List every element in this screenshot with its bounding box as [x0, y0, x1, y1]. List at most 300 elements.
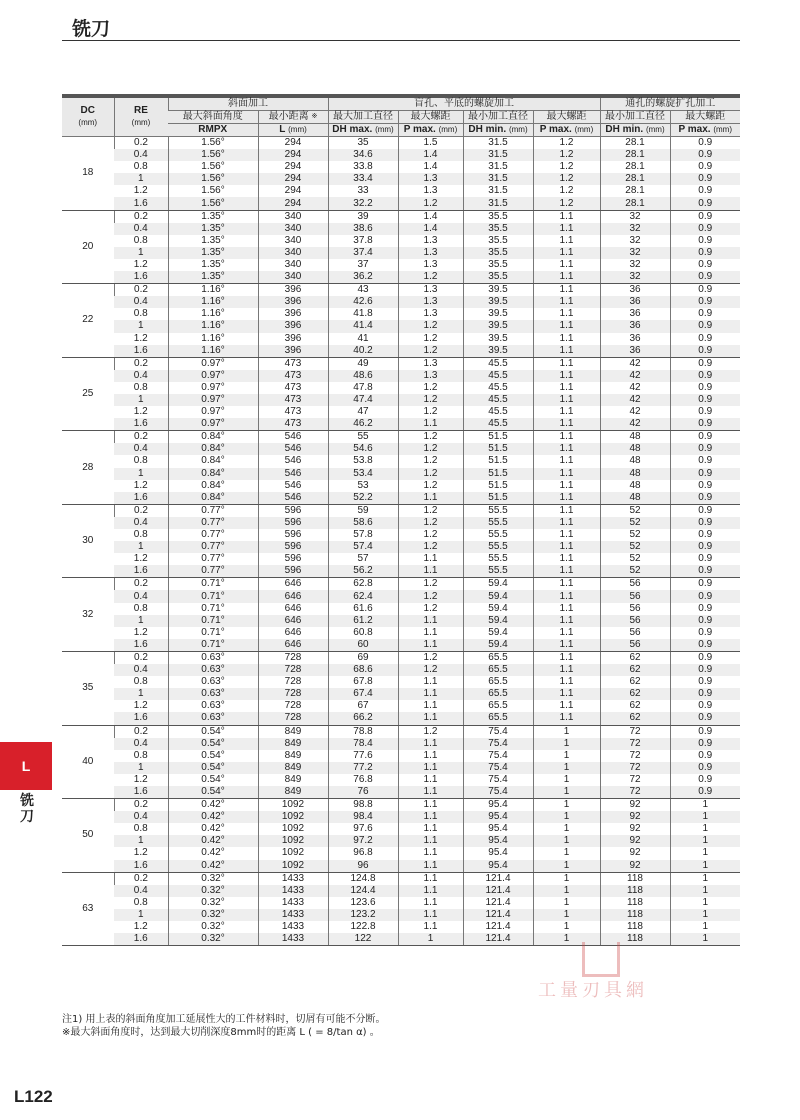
header-c4-unit: (mm): [438, 125, 458, 134]
table-cell: 98.8: [328, 799, 398, 812]
table-cell: 0.8: [133, 749, 148, 761]
table-cell: 0.9: [670, 639, 740, 652]
table-cell: 728: [258, 664, 328, 676]
table-cell: 1.2: [133, 258, 148, 270]
table-cell: 1.2: [398, 529, 463, 541]
table-cell: 1.16°: [168, 284, 258, 297]
table-cell: 396: [258, 333, 328, 345]
table-cell: 65.5: [463, 688, 533, 700]
table-row: [62, 370, 740, 382]
table-cell: 1.2: [133, 185, 148, 197]
table-cell: 123.6: [328, 897, 398, 909]
table-cell: 1.2: [398, 578, 463, 591]
table-cell: 92: [600, 835, 670, 847]
table-cell: 28.1: [600, 161, 670, 173]
table-cell: 294: [258, 185, 328, 197]
table-cell: 32: [600, 259, 670, 271]
table-cell: 0.9: [670, 370, 740, 382]
table-cell: 1: [114, 615, 168, 627]
header-c8-bot: [670, 124, 740, 137]
table-cell: 1.5: [398, 137, 463, 150]
table-cell: 0.4: [114, 149, 168, 161]
table-cell: 51.5: [463, 455, 533, 467]
table-cell: 1.1: [398, 553, 463, 565]
table-cell: 1.1: [533, 418, 600, 431]
table-cell: 1: [670, 872, 740, 885]
table-row: [62, 627, 740, 639]
table-cell: 0.9: [670, 271, 740, 284]
table-cell: 39.5: [463, 296, 533, 308]
table-cell: 0.77°: [168, 517, 258, 529]
table-cell: 0.9: [670, 750, 740, 762]
table-cell: 646: [258, 615, 328, 627]
table-row: [62, 235, 740, 247]
table-cell: 61.2: [328, 615, 398, 627]
table-cell: 0.4: [114, 370, 168, 382]
table-cell: 1.56°: [168, 149, 258, 161]
table-cell: 0.32°: [168, 909, 258, 921]
table-cell: 55.5: [463, 529, 533, 541]
table-cell: 1.1: [533, 443, 600, 455]
header-c2-top: [258, 111, 328, 124]
table-row: [62, 897, 740, 909]
section-tab[interactable]: L: [0, 742, 52, 790]
table-cell: 72: [600, 750, 670, 762]
table-cell: 122: [328, 933, 398, 946]
table-cell: 95.4: [463, 799, 533, 812]
table-cell: 72: [600, 774, 670, 786]
table-cell: 1.6: [114, 418, 168, 431]
table-cell: 97.2: [328, 835, 398, 847]
header-c6-bot: [533, 124, 600, 137]
table-cell: 1.1: [533, 639, 600, 652]
table-cell: 58.6: [328, 517, 398, 529]
table-cell: 61.6: [328, 603, 398, 615]
table-cell: 0.54°: [168, 725, 258, 738]
table-cell: 340: [258, 259, 328, 271]
header-c2-top-label: 最小距离: [268, 111, 309, 122]
cell-dc: 40: [62, 725, 114, 799]
table-cell: 1.2: [398, 480, 463, 492]
table-cell: 1: [533, 921, 600, 933]
table-cell: 1: [114, 909, 168, 921]
table-cell: 1.1: [533, 259, 600, 271]
table-cell: 0.54°: [168, 774, 258, 786]
table-cell: 62.4: [328, 590, 398, 602]
table-cell: 31.5: [463, 185, 533, 197]
table-cell: 1.1: [398, 565, 463, 578]
header-c5-bot-label: DH min.: [468, 124, 507, 135]
table-cell: 1.6: [114, 492, 168, 505]
table-cell: 1.56°: [168, 197, 258, 210]
table-cell: 1.1: [398, 418, 463, 431]
table-cell: 0.8: [133, 896, 148, 908]
table-cell: 39.5: [463, 320, 533, 332]
table-cell: 0.71°: [168, 590, 258, 602]
table-cell: 0.9: [670, 345, 740, 358]
table-cell: 34.6: [328, 149, 398, 161]
table-cell: 72: [600, 738, 670, 750]
table-cell: 1.1: [533, 431, 600, 444]
table-cell: 62: [600, 651, 670, 664]
table-cell: 0.54°: [168, 738, 258, 750]
table-cell: 121.4: [463, 933, 533, 946]
table-cell: 55.5: [463, 504, 533, 517]
table-cell: 123.2: [328, 909, 398, 921]
table-cell: 37: [328, 259, 398, 271]
table-cell: 76: [328, 786, 398, 799]
table-cell: 57.4: [328, 541, 398, 553]
table-cell: 849: [258, 762, 328, 774]
table-cell: 0.8: [133, 676, 148, 688]
page-number: L122: [14, 1087, 53, 1106]
header-c4-top: 最大螺距: [398, 111, 463, 124]
table-cell: 0.9: [670, 504, 740, 517]
table-row: [62, 615, 740, 627]
table-cell: 473: [258, 382, 328, 394]
table-row: [62, 185, 740, 197]
table-cell: 121.4: [463, 872, 533, 885]
table-row: [62, 676, 740, 688]
table-cell: 1.2: [133, 553, 148, 565]
table-cell: 473: [258, 394, 328, 406]
table-cell: 51.5: [463, 492, 533, 505]
table-row: [62, 921, 740, 933]
table-cell: 1.1: [533, 688, 600, 700]
table-cell: 849: [258, 786, 328, 799]
table-cell: 0.9: [670, 774, 740, 786]
header-c6-bot-label: P max.: [539, 124, 572, 135]
header-c6-unit: (mm): [574, 125, 594, 134]
table-cell: 1.35°: [168, 259, 258, 271]
table-cell: 36: [600, 320, 670, 332]
table-cell: 1.2: [133, 921, 148, 933]
table-cell: 67.8: [328, 676, 398, 688]
table-cell: 0.4: [114, 590, 168, 602]
header-c2-unit: (mm): [288, 125, 307, 134]
table-cell: 1.3: [398, 296, 463, 308]
table-cell: 118: [600, 933, 670, 946]
table-cell: 0.9: [670, 480, 740, 492]
table-cell: 1.1: [533, 406, 600, 418]
table-cell: 43: [328, 284, 398, 297]
table-cell: 1.2: [398, 455, 463, 467]
table-cell: 1.1: [533, 627, 600, 639]
table-cell: 1: [670, 847, 740, 859]
table-cell: 1.1: [533, 664, 600, 676]
table-cell: 35.5: [463, 259, 533, 271]
table-cell: 32: [600, 271, 670, 284]
table-row: [62, 639, 740, 652]
table-row: [62, 762, 740, 774]
table-cell: 38.6: [328, 223, 398, 235]
table-cell: 37.8: [328, 235, 398, 247]
table-row: [62, 468, 740, 480]
table-cell: 728: [258, 712, 328, 725]
table-cell: 51.5: [463, 480, 533, 492]
table-cell: 1092: [258, 811, 328, 823]
table-cell: 0.2: [114, 137, 168, 150]
table-cell: 1: [114, 688, 168, 700]
table-cell: 1.4: [398, 223, 463, 235]
table-cell: 1.6: [114, 197, 168, 210]
table-cell: 0.9: [670, 308, 740, 320]
table-cell: 31.5: [463, 197, 533, 210]
table-row: [62, 223, 740, 235]
table-cell: 59.4: [463, 578, 533, 591]
table-cell: 32: [600, 210, 670, 223]
table-row: [62, 688, 740, 700]
table-cell: 1.1: [533, 676, 600, 688]
watermark-text: 工量刃具網: [538, 980, 648, 1001]
table-cell: 1.2: [398, 320, 463, 332]
table-cell: 1.1: [533, 565, 600, 578]
table-cell: 0.9: [670, 651, 740, 664]
table-cell: 48: [600, 492, 670, 505]
table-cell: 1: [114, 835, 168, 847]
table-row: [62, 651, 740, 664]
table-cell: 0.2: [114, 357, 168, 370]
table-cell: 1433: [258, 885, 328, 897]
table-cell: 0.9: [670, 223, 740, 235]
table-cell: 646: [258, 603, 328, 615]
table-cell: 35.5: [463, 271, 533, 284]
table-cell: 0.9: [670, 259, 740, 271]
table-cell: 0.9: [670, 492, 740, 505]
header-c5-unit: (mm): [508, 125, 528, 134]
table-cell: 0.9: [670, 247, 740, 259]
table-cell: 0.32°: [168, 885, 258, 897]
table-cell: 1.1: [533, 651, 600, 664]
table-cell: 57.8: [328, 529, 398, 541]
table-row: [62, 565, 740, 578]
table-cell: 396: [258, 345, 328, 358]
table-cell: 1.6: [114, 860, 168, 873]
table-cell: 1.1: [533, 700, 600, 712]
table-cell: 1.2: [133, 773, 148, 785]
table-cell: 0.9: [670, 149, 740, 161]
table-cell: 0.9: [670, 627, 740, 639]
table-cell: 0.84°: [168, 455, 258, 467]
table-cell: 396: [258, 284, 328, 297]
table-cell: 1.2: [133, 332, 148, 344]
table-cell: 52.2: [328, 492, 398, 505]
table-cell: 121.4: [463, 921, 533, 933]
table-cell: 294: [258, 161, 328, 173]
table-cell: 32: [600, 223, 670, 235]
table-cell: 65.5: [463, 712, 533, 725]
table-cell: 0.4: [114, 811, 168, 823]
table-cell: 1.1: [533, 504, 600, 517]
table-cell: 0.63°: [168, 651, 258, 664]
table-cell: 0.32°: [168, 933, 258, 946]
spec-table-container: [62, 94, 740, 946]
table-cell: 1.1: [533, 308, 600, 320]
table-cell: 59.4: [463, 627, 533, 639]
table-cell: 118: [600, 885, 670, 897]
table-cell: 55: [328, 431, 398, 444]
table-cell: 1.3: [398, 308, 463, 320]
table-cell: 0.9: [670, 333, 740, 345]
table-cell: 1: [670, 909, 740, 921]
table-cell: 47.4: [328, 394, 398, 406]
table-cell: 28.1: [600, 149, 670, 161]
table-cell: 48: [600, 455, 670, 467]
table-cell: 0.2: [114, 210, 168, 223]
table-cell: 0.8: [133, 455, 148, 467]
table-cell: 1.1: [398, 492, 463, 505]
table-cell: 32.2: [328, 197, 398, 210]
table-cell: 1.2: [133, 626, 148, 638]
table-cell: 48: [600, 480, 670, 492]
table-cell: 1.16°: [168, 333, 258, 345]
table-row: [62, 504, 740, 517]
table-cell: 76.8: [328, 774, 398, 786]
table-row: [62, 786, 740, 799]
table-cell: 396: [258, 296, 328, 308]
table-cell: 96: [328, 860, 398, 873]
table-cell: 0.71°: [168, 578, 258, 591]
table-cell: 1: [533, 860, 600, 873]
table-row: [62, 455, 740, 467]
table-cell: 1.3: [398, 235, 463, 247]
table-cell: 51.5: [463, 443, 533, 455]
table-cell: 39: [328, 210, 398, 223]
header-c2-note: ※: [311, 113, 318, 120]
table-cell: 97.6: [328, 823, 398, 835]
table-cell: 56: [600, 590, 670, 602]
table-cell: 0.4: [114, 296, 168, 308]
table-cell: 72: [600, 725, 670, 738]
table-cell: 1: [114, 394, 168, 406]
table-cell: 0.9: [670, 137, 740, 150]
table-cell: 1.2: [133, 700, 148, 712]
table-row: [62, 517, 740, 529]
table-cell: 728: [258, 700, 328, 712]
table-cell: 0.84°: [168, 492, 258, 505]
table-cell: 55.5: [463, 565, 533, 578]
table-cell: 28.1: [600, 185, 670, 197]
table-row: [62, 394, 740, 406]
header-re-label: RE: [134, 105, 148, 116]
table-cell: 646: [258, 578, 328, 591]
table-cell: 1092: [258, 847, 328, 859]
table-cell: 1: [533, 823, 600, 835]
header-group-through-helical: 通孔的螺旋扩孔加工: [600, 98, 740, 111]
table-cell: 35.5: [463, 247, 533, 259]
cell-dc: 25: [62, 357, 114, 431]
table-cell: 0.8: [133, 234, 148, 246]
table-cell: 1.3: [398, 357, 463, 370]
table-cell: 31.5: [463, 161, 533, 173]
table-cell: 1.2: [398, 590, 463, 602]
table-cell: 41.4: [328, 320, 398, 332]
table-cell: 1.3: [398, 370, 463, 382]
table-row: [62, 247, 740, 259]
table-cell: 124.8: [328, 872, 398, 885]
table-cell: 62.8: [328, 578, 398, 591]
table-row: [62, 197, 740, 210]
table-cell: 77.6: [328, 750, 398, 762]
table-cell: 57: [328, 553, 398, 565]
table-cell: 1.16°: [168, 296, 258, 308]
table-cell: 340: [258, 235, 328, 247]
table-cell: 1.2: [398, 333, 463, 345]
table-row: [62, 406, 740, 418]
table-cell: 95.4: [463, 811, 533, 823]
table-cell: 42.6: [328, 296, 398, 308]
table-cell: 0.8: [133, 381, 148, 393]
table-cell: 39.5: [463, 284, 533, 297]
table-cell: 42: [600, 370, 670, 382]
table-cell: 849: [258, 750, 328, 762]
header-c3-top: 最大加工直径: [328, 111, 398, 124]
table-cell: 1: [670, 823, 740, 835]
table-cell: 340: [258, 210, 328, 223]
table-cell: 56: [600, 578, 670, 591]
table-cell: 72: [600, 762, 670, 774]
table-cell: 1.2: [398, 271, 463, 284]
table-cell: 0.42°: [168, 847, 258, 859]
table-cell: 646: [258, 590, 328, 602]
table-cell: 1: [114, 541, 168, 553]
table-cell: 1.1: [398, 872, 463, 885]
table-cell: 1.1: [533, 235, 600, 247]
table-cell: 1.2: [398, 517, 463, 529]
watermark-logo-icon: [582, 942, 620, 977]
table-cell: 0.9: [670, 725, 740, 738]
header-re-unit: (mm): [131, 118, 151, 127]
table-cell: 0.9: [670, 664, 740, 676]
table-cell: 48.6: [328, 370, 398, 382]
table-cell: 42: [600, 394, 670, 406]
table-row: [62, 885, 740, 897]
table-cell: 0.63°: [168, 700, 258, 712]
table-cell: 1: [670, 835, 740, 847]
table-row: [62, 320, 740, 332]
table-cell: 59.4: [463, 615, 533, 627]
table-cell: 1.35°: [168, 223, 258, 235]
table-cell: 46.2: [328, 418, 398, 431]
table-cell: 1.16°: [168, 345, 258, 358]
table-cell: 849: [258, 738, 328, 750]
table-cell: 0.8: [133, 602, 148, 614]
table-cell: 0.9: [670, 468, 740, 480]
table-cell: 0.4: [114, 443, 168, 455]
table-row: [62, 492, 740, 505]
table-cell: 1.2: [398, 664, 463, 676]
table-cell: 66.2: [328, 712, 398, 725]
table-cell: 1.1: [398, 615, 463, 627]
table-cell: 92: [600, 823, 670, 835]
table-cell: 1.4: [398, 210, 463, 223]
table-row: [62, 774, 740, 786]
table-cell: 1.2: [533, 161, 600, 173]
table-cell: 1: [533, 933, 600, 946]
table-cell: 849: [258, 725, 328, 738]
table-cell: 0.2: [114, 872, 168, 885]
table-cell: 62: [600, 712, 670, 725]
table-cell: 1.1: [398, 627, 463, 639]
table-cell: 0.42°: [168, 799, 258, 812]
table-row: [62, 382, 740, 394]
table-cell: 1.6: [114, 786, 168, 799]
table-cell: 0.42°: [168, 823, 258, 835]
header-c3-bot: [328, 124, 398, 137]
table-row: [62, 308, 740, 320]
table-cell: 0.9: [670, 738, 740, 750]
table-cell: 1.1: [398, 712, 463, 725]
